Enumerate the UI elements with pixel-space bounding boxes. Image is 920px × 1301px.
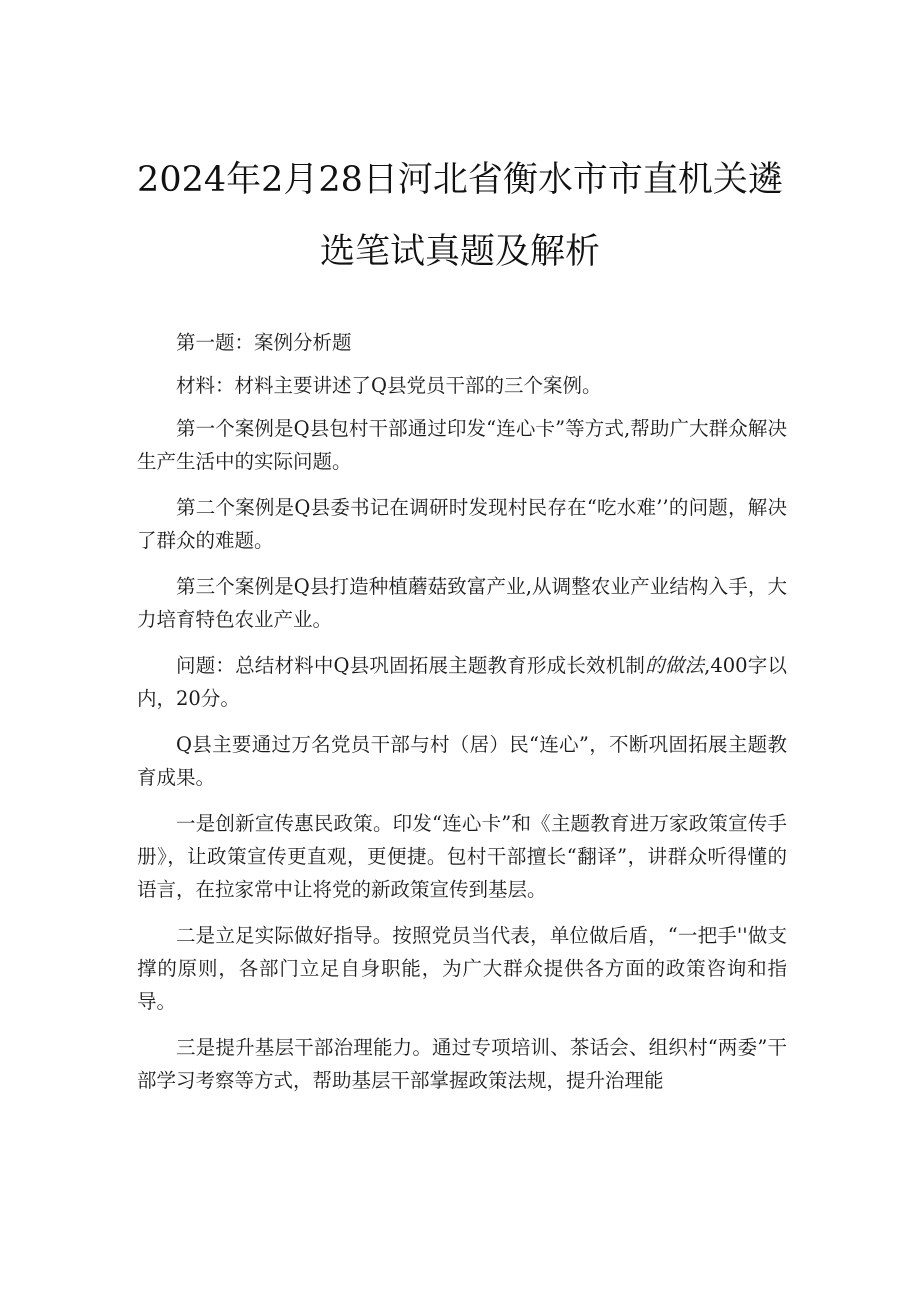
material-intro: 材料：材料主要讲述了Q县党员干部的三个案例。 xyxy=(176,374,602,397)
question-text: 问题：总结材料中Q县巩固拓展主题教育形成长效机制 xyxy=(176,654,646,677)
question-requirement: ,400字以内，20分。 xyxy=(137,654,787,710)
answer-point-3: 三是提升基层干部治理能力。通过专项培训、茶话会、组织村“两委”干部学习考察等方式，帮助基层干部掌握政策法规，提升治理能 xyxy=(137,1036,787,1092)
answer-intro: Q县主要通过万名党员干部与村（居）民“连心”，不断巩固拓展主题教育成果。 xyxy=(137,733,787,789)
document-title-line-1: 2024年2月28日河北省衡水市市直机关遴 xyxy=(137,160,783,200)
answer-point-1: 一是创新宣传惠民政策。印发“连心卡”和《主题教育进万家政策宣传手册》，让政策宣传更直观，更便捷。包村干部擅长“翻译”，讲群众听得懂的语言，在拉家常中让将党的新政策宣传到基层。 xyxy=(137,812,787,901)
document-title-line-2: 选笔试真题及解析 xyxy=(319,232,600,272)
case-paragraph-1: 第一个案例是Q县包村干部通过印发“连心卡”等方式,帮助广大群众解决生产生活中的实际问题。 xyxy=(137,417,787,473)
case-paragraph-2: 第二个案例是Q县委书记在调研时发现村民存在“吃水难’’的问题，解决了群众的难题。 xyxy=(137,496,787,552)
case-paragraph-3: 第三个案例是Q县打造种植蘑菇致富产业,从调整农业产业结构入手，大力培育特色农业产业。 xyxy=(137,575,787,631)
document-body xyxy=(137,326,787,1110)
section-heading: 第一题：案例分析题 xyxy=(176,331,352,354)
answer-point-2: 二是立足实际做好指导。按照党员当代表，单位做后盾，“一把手''做支撑的原则，各部门立足自身职能，为广大群众提供各方面的政策咨询和指导。 xyxy=(137,924,787,1013)
question-italic-text: 的做法 xyxy=(645,654,705,677)
question-paragraph xyxy=(137,649,787,715)
